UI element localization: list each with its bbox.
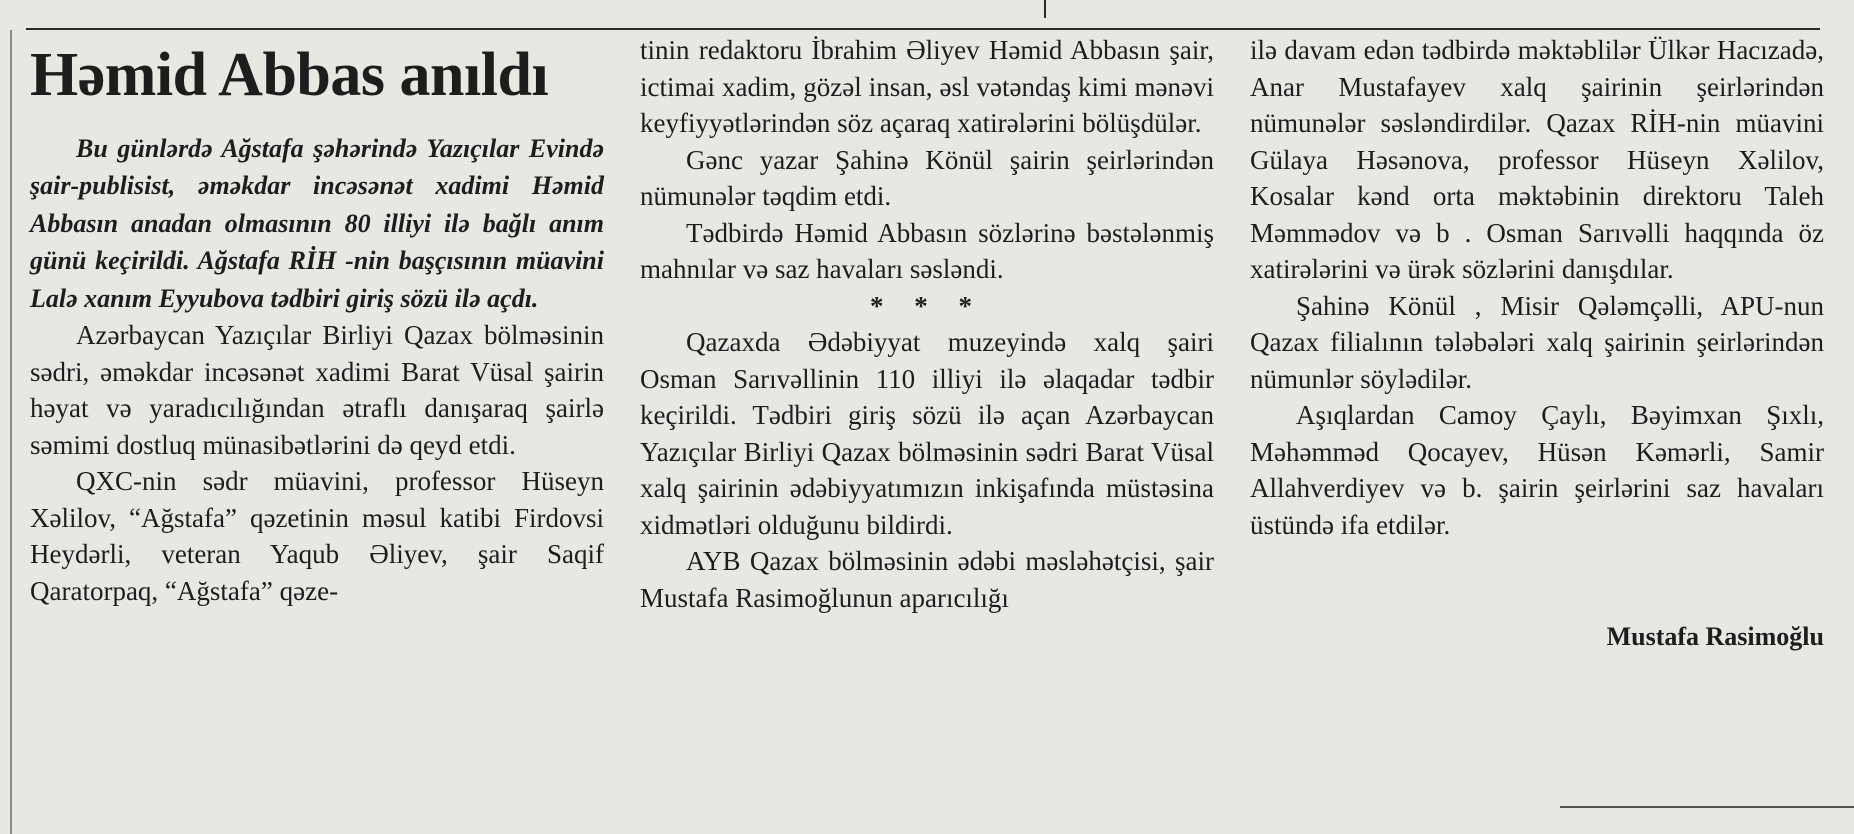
article-author: Mustafa Rasimoğlu	[1606, 622, 1824, 651]
paragraph: Qazaxda Ədəbiyyat muzeyində xalq şairi Osman Sarıvəllinin 110 illiyi ilə əlaqadar tədbir keçirildi. Tədbiri giriş sözü ilə açan Azərbaycan Yazıçılar Birliyi Qazax bölməsinin sədri Barat Vüsal xalq şairinin ədəbiyyatımızın inkişafında müstəsina xidmətləri olduğunu bildirdi.	[640, 327, 1214, 540]
article-lead: Bu günlərdə Ağstafa şəhərində Yazıçılar Evində şair-publisist, əməkdar incəsənət xadimi Həmid Abbasın anadan olmasının 80 illiyi ilə bağlı anım günü keçirildi. Ağstafa RİH -nin başçısının müavini Lalə xanım Eyyubova tədbiri giriş sözü ilə açdı.	[30, 134, 604, 313]
article-title: Həmid Abbas anıldı	[30, 41, 549, 109]
paragraph: Aşıqlardan Camoy Çaylı, Bəyimxan Şıxlı, Məhəmməd Qocayev, Hüsən Kəmərli, Samir Allahverdiyev və b. şairin şeirlərini saz havaları üstündə ifa etdilər.	[1250, 400, 1824, 540]
section-separator: * * *	[870, 290, 984, 321]
paragraph: Gənc yazar Şahinə Könül şairin şeirlərindən nümunələr təqdim etdi.	[640, 144, 1214, 211]
paragraph: Azərbaycan Yazıçılar Birliyi Qazax bölməsinin sədri, əməkdar incəsənət xadimi Barat Vüsal şairin həyat və yaradıcılığından ətraflı danışaraq şairlə səmimi dostluq münasibətlərini də qeyd etdi.	[30, 320, 604, 460]
paragraph: tinin redaktoru İbrahim Əliyev Həmid Abbasın şair, ictimai xadim, gözəl insan, əsl vətəndaş kimi mənəvi keyfiyyətlərindən söz açaraq xatirələrini bölüşdülər.	[640, 35, 1214, 138]
paragraph: QXC-nin sədr müavini, professor Hüseyn Xəlilov, “Ağstafa” qəzetinin məsul katibi Firdovsi Heydərli, veteran Yaqub Əliyev, şair Saqif Qaratorpaq, “Ağstafa” qəze-	[30, 466, 604, 606]
column-1	[30, 30, 604, 609]
column-2	[640, 32, 1214, 616]
column-3	[1250, 32, 1824, 656]
paragraph: AYB Qazax bölməsinin ədəbi məsləhətçisi, şair Mustafa Rasimoğlunun aparıcılığı	[640, 546, 1214, 613]
paragraph: Tədbirdə Həmid Abbasın sözlərinə bəstələnmiş mahnılar və saz havaları səsləndi.	[640, 217, 1214, 284]
paragraph: Şahinə Könül , Misir Qələmçəlli, APU-nun Qazax filialının tələbələri xalq şairinin şeirlərindən nümunlər söylədilər.	[1250, 290, 1824, 394]
left-border	[10, 30, 12, 834]
bottom-rule	[1560, 806, 1854, 808]
paragraph: ilə davam edən tədbirdə məktəblilər Ülkər Hacızadə, Anar Mustafayev xalq şairinin şeirlərindən nümunələr səsləndirdilər. Qazax RİH-nin müavini Gülaya Həsənova, professor Hüseyn Xəlilov, Kosalar kənd orta məktəbinin direktoru Taleh Məmmədov və b . Osman Sarıvəlli haqqında öz xatirələrini və ürək sözlərini danışdılar.	[1250, 35, 1824, 284]
top-tick-mark	[1044, 0, 1046, 18]
